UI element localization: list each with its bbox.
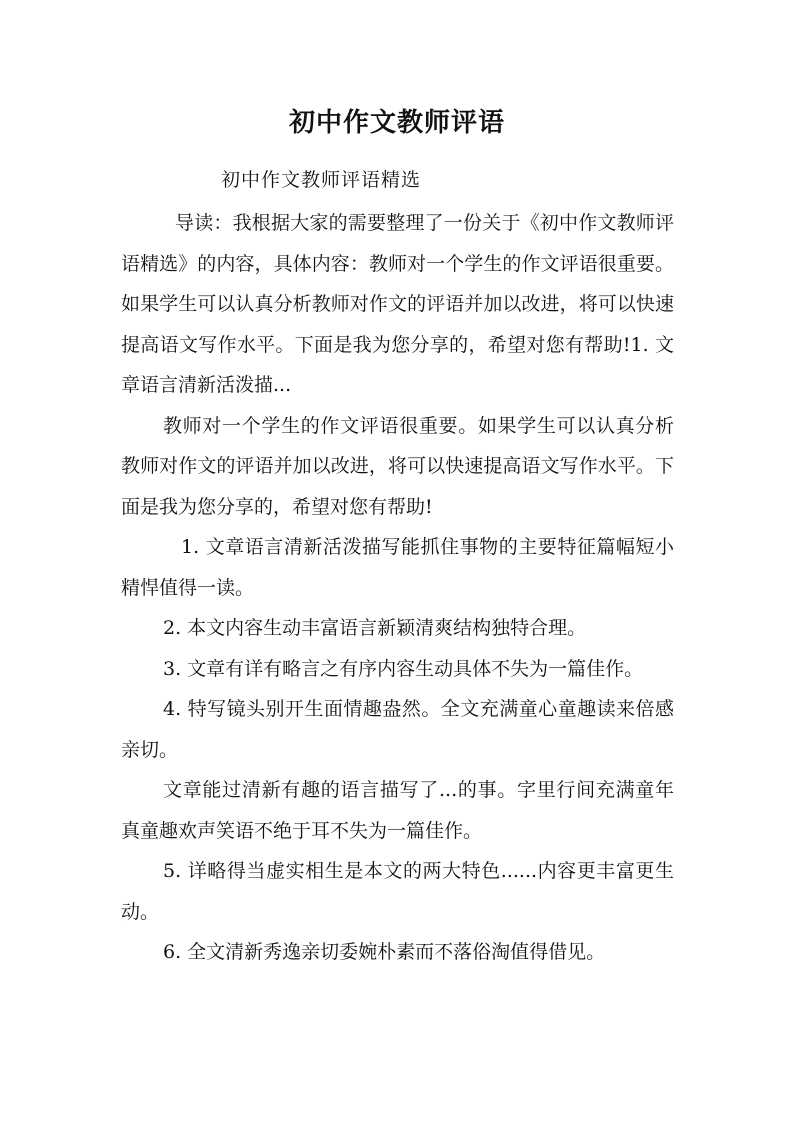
document-body [121, 203, 674, 973]
body-paragraph: 文章能过清新有趣的语言描写了...的事。字里行间充满童年真童趣欢声笑语不绝于耳不失为一篇佳作。 [121, 779, 674, 842]
document-subtitle: 初中作文教师评语精选 [221, 169, 422, 191]
document-title: 初中作文教师评语 [288, 108, 505, 138]
comment-item: 1. 文章语言清新活泼描写能抓住事物的主要特征篇幅短小精悍值得一读。 [121, 536, 674, 599]
comment-item: 5. 详略得当虚实相生是本文的两大特色......内容更丰富更生动。 [121, 860, 674, 923]
body-paragraph: 教师对一个学生的作文评语很重要。如果学生可以认真分析教师对作文的评语并加以改进，将可以快速提高语文写作水平。下面是我为您分享的，希望对您有帮助! [121, 414, 674, 518]
intro-paragraph: 导读：我根据大家的需要整理了一份关于《初中作文教师评语精选》的内容，具体内容：教师对一个学生的作文评语很重要。如果学生可以认真分析教师对作文的评语并加以改进，将可以快速提高语文写作水平。下面是我为您分享的，希望对您有帮助!1. 文章语言清新活泼描... [121, 212, 674, 396]
comment-item: 2. 本文内容生动丰富语言新颖清爽结构独特合理。 [163, 617, 587, 639]
comment-item: 3. 文章有详有略言之有序内容生动具体不失为一篇佳作。 [163, 657, 644, 680]
comment-item: 6. 全文清新秀逸亲切委婉朴素而不落俗淘值得借见。 [163, 941, 606, 963]
comment-item: 4. 特写镜头别开生面情趣盎然。全文充满童心童趣读来倍感亲切。 [121, 698, 674, 761]
